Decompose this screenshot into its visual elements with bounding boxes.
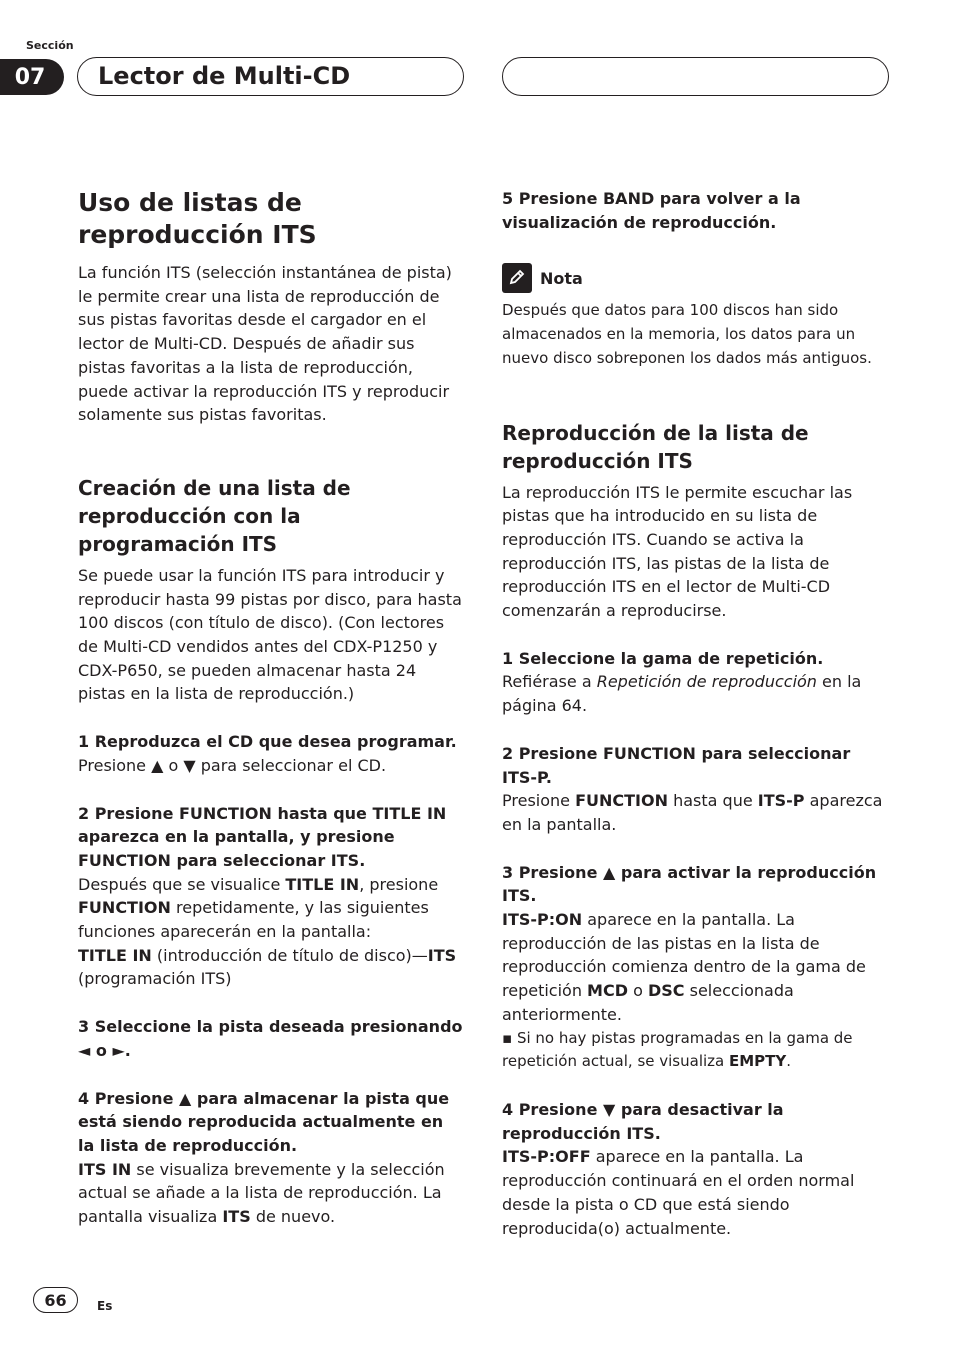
language-code: Es: [97, 1299, 113, 1313]
step-2-text: Después que se visualice TITLE IN, presione FUNCTION repetidamente, y las siguientes funciones aparecerán en la pantalla: TITLE IN (introducción de título de disco)—ITS (programación ITS): [78, 874, 457, 989]
note-label: Nota: [540, 268, 583, 288]
creation-section-title: Creación de una lista de reproducción con la programación ITS: [78, 475, 351, 556]
r-step-2-text: Presione FUNCTION hasta que ITS-P aparezca en la pantalla.: [502, 791, 883, 834]
r-step-3-title: 3 Presione ▲ para activar la reproducción ITS.: [502, 862, 877, 906]
step-3-title: 3 Seleccione la pista deseada presionando ◄ o ►.: [78, 1017, 463, 1060]
page-number: 66: [33, 1287, 78, 1313]
r-step-1-title: 1 Seleccione la gama de repetición.: [502, 648, 824, 668]
r-step-4-title: 4 Presione ▼ para desactivar la reproducción ITS.: [502, 1099, 784, 1143]
bullet-icon: ▪: [502, 1028, 513, 1047]
step-1-title: 1 Reproduzca el CD que desea programar.: [78, 732, 457, 752]
left-column: [78, 187, 463, 1229]
right-column: [502, 187, 887, 1240]
down-arrow-icon: ▼: [183, 755, 196, 775]
playback-section-title: Reproducción de la lista de reproducción ITS: [502, 420, 809, 473]
r-step-2-title: 2 Presione FUNCTION para seleccionar ITS-P.: [502, 743, 851, 787]
chapter-title: Lector de Multi-CD: [77, 57, 464, 96]
step-2-title: 2 Presione FUNCTION hasta que TITLE IN aparezca en la pantalla, y presione FUNCTION para seleccionar ITS.: [78, 803, 447, 870]
playback-intro: La reproducción ITS le permite escuchar las pistas que ha introducido en su lista de reproducción ITS. Cuando se activa la reproducción ITS, las pistas de la lista de reproducción ITS en el lector de Multi-CD comenzarán a reproducirse.: [502, 482, 853, 621]
pencil-icon: [502, 263, 532, 293]
note-text: Después que datos para 100 discos han sido almacenados en la memoria, los datos para un nuevo disco sobreponen los dados más antiguos.: [502, 301, 872, 367]
r-step-1-text: Refiérase a Repetición de reproducción en la página 64.: [502, 672, 862, 716]
step-5-title: 5 Presione BAND para volver a la visualización de reproducción.: [502, 189, 801, 232]
r-step-3-text: ITS-P:ON aparece en la pantalla. La reproducción de las pistas en la lista de reproducción comienza dentro de la gama de repetición MCD o DSC seleccionada anteriormente.: [502, 910, 866, 1024]
main-title: Uso de listas de reproducción ITS: [78, 188, 317, 249]
creation-intro: Se puede usar la función ITS para introducir y reproducir hasta 99 pistas por disco, para hasta 100 discos (con título de disco). (Con lectores de Multi-CD vendidos antes del CDX-P1250 y CDX-P650, se pueden almacenar hasta 24 pistas en la lista de reproducción.): [78, 565, 462, 704]
step-1-text: Presione ▲ o ▼ para seleccionar el CD.: [78, 755, 387, 775]
step-4-text: ITS IN se visualiza brevemente y la selección actual se añade a la lista de reproducción. La pantalla visualiza ITS de nuevo.: [78, 1159, 445, 1227]
note-header: [502, 261, 887, 295]
section-number-badge: 07: [0, 59, 64, 95]
r-step-4-text: ITS-P:OFF aparece en la pantalla. La reproducción continuará en el orden normal desde la pista o CD que está siendo reproducida(o) actualmente.: [502, 1147, 855, 1238]
intro-paragraph: La función ITS (selección instantánea de pista) le permite crear una lista de reproducción de sus pistas favoritas desde el cargador en el lector de Multi-CD. Después de añadir sus pistas favoritas a la lista de reproducción, puede activar la reproducción ITS y reproducir solamente sus pistas favoritas.: [78, 263, 452, 425]
section-label: Sección: [26, 39, 74, 52]
header-empty-frame: [502, 57, 889, 96]
step-4-title: 4 Presione ▲ para almacenar la pista que está siendo reproducida actualmente en la lista de reproducción.: [78, 1088, 450, 1155]
r-step-3-bullet: ▪ Si no hay pistas programadas en la gama de repetición actual, se visualiza EMPTY.: [502, 1028, 853, 1071]
up-arrow-icon: ▲: [151, 755, 164, 775]
